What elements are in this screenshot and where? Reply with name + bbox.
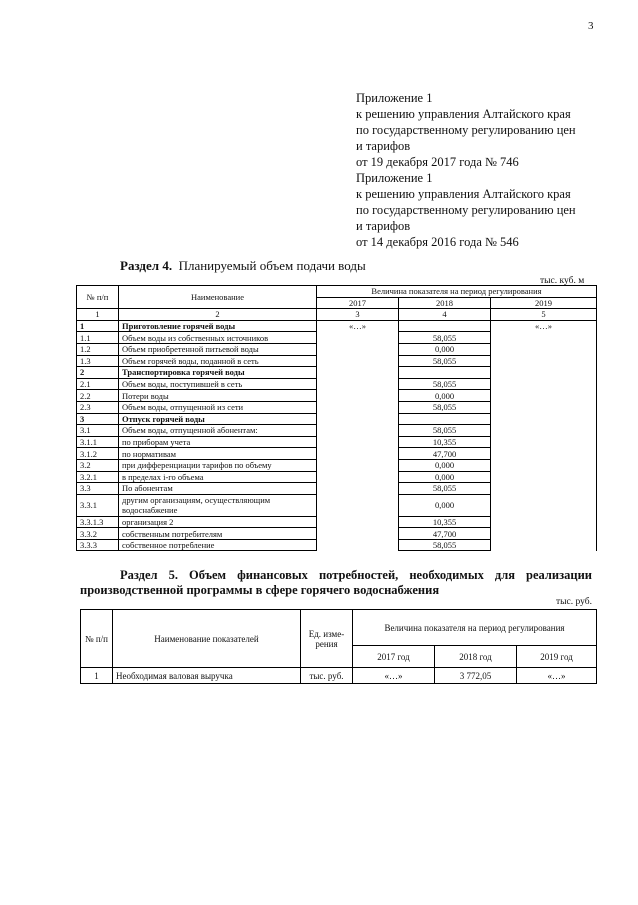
row-num: 3	[77, 413, 119, 425]
table-row	[77, 539, 597, 551]
row-value-2019	[491, 459, 597, 471]
row-value-2019	[491, 494, 597, 516]
s5-header-2017: 2017 год	[353, 646, 435, 668]
header-2017: 2017	[317, 297, 399, 309]
row-name: Приготовление горячей воды	[119, 320, 317, 332]
row-name: Объем приобретенной питьевой воды	[119, 343, 317, 355]
row-value-2017	[317, 528, 399, 540]
section4-unit: тыс. куб. м	[540, 276, 585, 286]
header-name: Наименование	[119, 286, 317, 309]
row-name: Транспортировка горячей воды	[119, 367, 317, 379]
appendix-line: от 19 декабря 2017 года № 746	[356, 155, 519, 169]
s5-header-2019: 2019 год	[517, 646, 597, 668]
row-value-2018: 0,000	[399, 390, 491, 402]
row-name: по нормативам	[119, 448, 317, 460]
s5-row-2018: 3 772,05	[435, 668, 517, 684]
s5-header-period: Величина показателя на период регулирования	[353, 610, 597, 646]
table-row	[77, 494, 597, 516]
s5-row-2017: «…»	[353, 668, 435, 684]
row-value-2018: 58,055	[399, 332, 491, 344]
row-value-2017	[317, 483, 399, 495]
table-row	[77, 343, 597, 355]
appendix-line: от 14 декабря 2016 года № 546	[356, 235, 519, 249]
row-value-2017	[317, 459, 399, 471]
row-name: Объем горячей воды, поданной в сеть	[119, 355, 317, 367]
row-name: Потери воды	[119, 390, 317, 402]
row-value-2017	[317, 539, 399, 551]
s5-header-unit: Ед. изме-рения	[301, 610, 353, 668]
row-value-2017	[317, 494, 399, 516]
section5-table	[80, 609, 597, 684]
s5-header-name: Наименование показателей	[113, 610, 301, 668]
row-value-2019	[491, 378, 597, 390]
row-value-2018: 58,055	[399, 378, 491, 390]
row-value-2018: 0,000	[399, 459, 491, 471]
row-name: собственным потребителям	[119, 528, 317, 540]
col-index-4: 4	[399, 309, 491, 321]
table-row	[77, 516, 597, 528]
row-value-2018: 58,055	[399, 401, 491, 413]
table-row	[77, 378, 597, 390]
row-value-2019	[491, 448, 597, 460]
row-num: 2.1	[77, 378, 119, 390]
s5-row-2019: «…»	[517, 668, 597, 684]
row-num: 3.3.3	[77, 539, 119, 551]
table-row	[77, 367, 597, 379]
appendix-line: и тарифов	[356, 139, 411, 153]
row-num: 2.3	[77, 401, 119, 413]
s5-header-num: № п/п	[81, 610, 113, 668]
row-value-2018: 0,000	[399, 494, 491, 516]
section5-unit: тыс. руб.	[556, 597, 592, 607]
table-row	[77, 355, 597, 367]
row-num: 3.2	[77, 459, 119, 471]
row-num: 2.2	[77, 390, 119, 402]
appendix-header-2016	[356, 170, 576, 250]
table-row	[77, 448, 597, 460]
row-value-2019	[491, 516, 597, 528]
row-value-2019	[491, 436, 597, 448]
row-value-2019	[491, 390, 597, 402]
row-value-2019: «…»	[491, 320, 597, 332]
row-value-2019	[491, 401, 597, 413]
row-name: По абонентам	[119, 483, 317, 495]
row-value-2017: «…»	[317, 320, 399, 332]
row-value-2018: 58,055	[399, 425, 491, 437]
section5-title	[80, 568, 592, 598]
row-value-2019	[491, 367, 597, 379]
row-num: 1.2	[77, 343, 119, 355]
row-name: Объем воды, поступившей в сеть	[119, 378, 317, 390]
row-num: 2	[77, 367, 119, 379]
row-name: Объем воды, отпущенной из сети	[119, 401, 317, 413]
row-value-2017	[317, 425, 399, 437]
row-value-2019	[491, 332, 597, 344]
row-value-2018	[399, 413, 491, 425]
section4-title	[120, 258, 366, 274]
row-name: Отпуск горячей воды	[119, 413, 317, 425]
row-value-2018: 10,355	[399, 436, 491, 448]
table-row	[77, 483, 597, 495]
row-value-2017	[317, 355, 399, 367]
row-name: Объем воды, отпущенной абонентам:	[119, 425, 317, 437]
row-value-2019	[491, 355, 597, 367]
table-row	[77, 390, 597, 402]
page-number: 3	[588, 20, 594, 32]
appendix-header-2017	[356, 90, 576, 170]
row-value-2017	[317, 516, 399, 528]
row-value-2017	[317, 332, 399, 344]
row-value-2018	[399, 367, 491, 379]
row-value-2017	[317, 378, 399, 390]
appendix-line: и тарифов	[356, 219, 411, 233]
row-value-2018: 58,055	[399, 539, 491, 551]
table-row	[77, 320, 597, 332]
col-index-1: 1	[77, 309, 119, 321]
row-name: при дифференциации тарифов по объему	[119, 459, 317, 471]
row-name: в пределах i-го объема	[119, 471, 317, 483]
table-row	[77, 425, 597, 437]
row-value-2019	[491, 539, 597, 551]
s5-row-name: Необходимая валовая выручка	[113, 668, 301, 684]
row-value-2019	[491, 413, 597, 425]
header-2018: 2018	[399, 297, 491, 309]
table-row	[77, 332, 597, 344]
row-num: 3.1.2	[77, 448, 119, 460]
appendix-line: Приложение 1	[356, 171, 433, 185]
table-row	[77, 528, 597, 540]
appendix-line: по государственному регулированию цен	[356, 123, 576, 137]
appendix-line: по государственному регулированию цен	[356, 203, 576, 217]
row-value-2018: 58,055	[399, 355, 491, 367]
row-num: 3.1	[77, 425, 119, 437]
section4-title-text: Планируемый объем подачи воды	[172, 258, 366, 273]
s5-row	[81, 668, 597, 684]
row-value-2018: 47,700	[399, 448, 491, 460]
row-value-2017	[317, 401, 399, 413]
section5-title-text: Раздел 5. Объем финансовых потребностей, необходимых для реализации производственной программы в сфере горячего водоснабжения	[80, 568, 592, 597]
row-value-2017	[317, 471, 399, 483]
col-index-3: 3	[317, 309, 399, 321]
s5-row-num: 1	[81, 668, 113, 684]
s5-row-unit: тыс. руб.	[301, 668, 353, 684]
appendix-line: Приложение 1	[356, 91, 433, 105]
row-value-2017	[317, 343, 399, 355]
row-num: 3.2.1	[77, 471, 119, 483]
row-num: 3.3.2	[77, 528, 119, 540]
appendix-line: к решению управления Алтайского края	[356, 187, 571, 201]
col-index-5: 5	[491, 309, 597, 321]
row-name: организация 2	[119, 516, 317, 528]
row-value-2017	[317, 390, 399, 402]
section4-table-body	[77, 320, 597, 551]
row-value-2018	[399, 320, 491, 332]
s5-header-2018: 2018 год	[435, 646, 517, 668]
row-value-2018: 58,055	[399, 483, 491, 495]
table-row	[77, 401, 597, 413]
row-num: 3.3	[77, 483, 119, 495]
section4-title-label: Раздел 4.	[120, 258, 173, 273]
row-value-2019	[491, 528, 597, 540]
row-value-2019	[491, 471, 597, 483]
row-num: 1.1	[77, 332, 119, 344]
row-value-2019	[491, 425, 597, 437]
row-num: 3.3.1	[77, 494, 119, 516]
section4-table	[76, 285, 597, 551]
row-value-2018: 0,000	[399, 343, 491, 355]
table-row	[77, 436, 597, 448]
header-num: № п/п	[77, 286, 119, 309]
row-value-2017	[317, 413, 399, 425]
row-value-2018: 10,355	[399, 516, 491, 528]
table-row	[77, 459, 597, 471]
col-index-2: 2	[119, 309, 317, 321]
row-value-2017	[317, 448, 399, 460]
row-num: 3.1.1	[77, 436, 119, 448]
row-name: по приборам учета	[119, 436, 317, 448]
row-value-2018: 47,700	[399, 528, 491, 540]
header-period: Величина показателя на период регулирования	[317, 286, 597, 298]
row-num: 1	[77, 320, 119, 332]
row-num: 3.3.1.3	[77, 516, 119, 528]
table-row	[77, 471, 597, 483]
row-name: собственное потребление	[119, 539, 317, 551]
appendix-line: к решению управления Алтайского края	[356, 107, 571, 121]
row-value-2019	[491, 343, 597, 355]
row-value-2017	[317, 367, 399, 379]
row-value-2017	[317, 436, 399, 448]
table-row	[77, 413, 597, 425]
row-name: другим организациям, осуществляющим водоснабжение	[119, 494, 317, 516]
row-num: 1.3	[77, 355, 119, 367]
row-name: Объем воды из собственных источников	[119, 332, 317, 344]
header-2019: 2019	[491, 297, 597, 309]
row-value-2019	[491, 483, 597, 495]
row-value-2018: 0,000	[399, 471, 491, 483]
